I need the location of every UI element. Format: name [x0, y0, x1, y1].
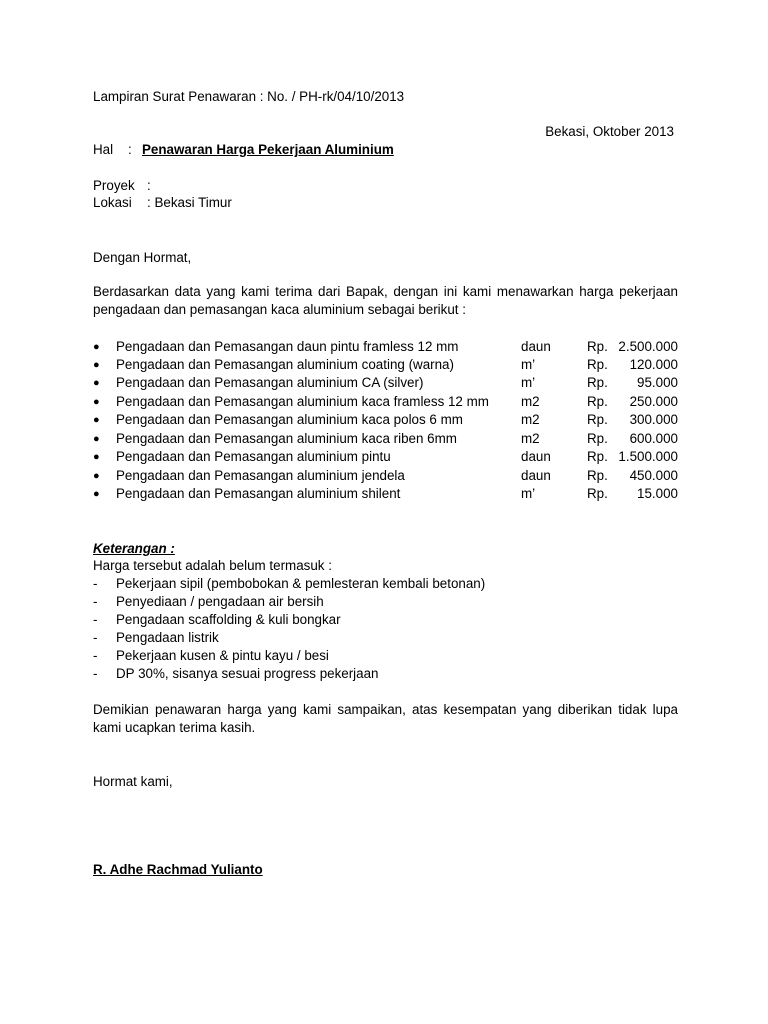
notes-title: Keterangan :: [93, 541, 175, 556]
bullet-icon: ●: [93, 451, 100, 463]
note-text: Penyediaan / pengadaan air bersih: [116, 594, 324, 609]
bullet-icon: ●: [93, 359, 100, 371]
intro-paragraph: Berdasarkan data yang kami terima dari Bapak, dengan ini kami menawarkan harga pekerjaan pengadaan dan pemasangan kaca aluminium sebagai berikut :: [93, 284, 678, 317]
lokasi-value: : Bekasi Timur: [147, 195, 232, 210]
dash-marker: -: [93, 630, 98, 645]
hal-label: Hal: [93, 142, 114, 157]
price-row: [93, 338, 678, 356]
closing-paragraph: Demikian penawaran harga yang kami sampaikan, atas kesempatan yang diberikan tidak lupa kami ucapkan terima kasih.: [93, 702, 678, 735]
proyek-label: Proyek: [93, 178, 135, 193]
item-currency: Rp.: [587, 468, 608, 483]
item-unit: m2: [521, 394, 540, 409]
item-desc: Pengadaan dan Pemasangan aluminium kaca framless 12 mm: [116, 394, 489, 409]
item-currency: Rp.: [587, 449, 608, 464]
item-price: 250.000: [629, 394, 678, 409]
item-unit: m’: [521, 375, 536, 390]
item-price: 1.500.000: [618, 449, 678, 464]
item-unit: daun: [521, 339, 551, 354]
item-currency: Rp.: [587, 357, 608, 372]
item-desc: Pengadaan dan Pemasangan daun pintu framless 12 mm: [116, 339, 459, 354]
list-item: [93, 665, 678, 683]
regards: Hormat kami,: [93, 774, 173, 789]
item-unit: daun: [521, 468, 551, 483]
item-currency: Rp.: [587, 394, 608, 409]
note-text: Pekerjaan sipil (pembobokan & pemlesteran kembali betonan): [116, 576, 486, 591]
dash-marker: -: [93, 648, 98, 663]
price-row: [93, 485, 678, 503]
bullet-icon: ●: [93, 377, 100, 389]
list-item: [93, 647, 678, 665]
price-row: [93, 411, 678, 429]
lampiran-line: Lampiran Surat Penawaran : No. / PH-rk/04/10/2013: [93, 89, 405, 104]
price-row: [93, 467, 678, 485]
item-price: 2.500.000: [618, 339, 678, 354]
item-price: 95.000: [637, 375, 678, 390]
item-price: 15.000: [637, 486, 678, 501]
item-unit: m2: [521, 412, 540, 427]
bullet-icon: ●: [93, 341, 100, 353]
item-currency: Rp.: [587, 431, 608, 446]
item-desc: Pengadaan dan Pemasangan aluminium coating (warna): [116, 357, 454, 372]
proyek-colon: :: [147, 178, 151, 193]
dash-marker: -: [93, 576, 98, 591]
item-unit: m2: [521, 431, 540, 446]
price-row: [93, 356, 678, 374]
item-price: 600.000: [629, 431, 678, 446]
item-desc: Pengadaan dan Pemasangan aluminium kaca polos 6 mm: [116, 412, 463, 427]
bullet-icon: ●: [93, 488, 100, 500]
item-currency: Rp.: [587, 412, 608, 427]
item-price: 300.000: [629, 412, 678, 427]
item-desc: Pengadaan dan Pemasangan aluminium shilent: [116, 486, 401, 501]
lokasi-label: Lokasi: [93, 195, 132, 210]
hal-colon: :: [128, 142, 132, 157]
note-text: Pekerjaan kusen & pintu kayu / besi: [116, 648, 329, 663]
subject-title: Penawaran Harga Pekerjaan Aluminium: [142, 142, 394, 157]
item-currency: Rp.: [587, 486, 608, 501]
item-unit: m’: [521, 357, 536, 372]
dash-marker: -: [93, 666, 98, 681]
note-text: DP 30%, sisanya sesuai progress pekerjaan: [116, 666, 379, 681]
dash-marker: -: [93, 594, 98, 609]
place-date: Bekasi, Oktober 2013: [545, 124, 674, 139]
item-price: 120.000: [629, 357, 678, 372]
item-unit: m’: [521, 486, 536, 501]
signatory-name: R. Adhe Rachmad Yulianto: [93, 862, 263, 877]
bullet-icon: ●: [93, 396, 100, 408]
item-desc: Pengadaan dan Pemasangan aluminium kaca riben 6mm: [116, 431, 457, 446]
greeting: Dengan Hormat,: [93, 250, 192, 265]
list-item: [93, 593, 678, 611]
price-row: [93, 430, 678, 448]
item-price: 450.000: [629, 468, 678, 483]
item-desc: Pengadaan dan Pemasangan aluminium jendela: [116, 468, 405, 483]
notes-subtitle: Harga tersebut adalah belum termasuk :: [93, 558, 332, 573]
price-row: [93, 374, 678, 392]
item-currency: Rp.: [587, 375, 608, 390]
item-desc: Pengadaan dan Pemasangan aluminium pintu: [116, 449, 391, 464]
bullet-icon: ●: [93, 470, 100, 482]
list-item: [93, 575, 678, 593]
price-row: [93, 393, 678, 411]
note-text: Pengadaan scaffolding & kuli bongkar: [116, 612, 341, 627]
item-currency: Rp.: [587, 339, 608, 354]
item-unit: daun: [521, 449, 551, 464]
list-item: [93, 629, 678, 647]
dash-marker: -: [93, 612, 98, 627]
item-desc: Pengadaan dan Pemasangan aluminium CA (silver): [116, 375, 424, 390]
list-item: [93, 611, 678, 629]
price-row: [93, 448, 678, 466]
bullet-icon: ●: [93, 433, 100, 445]
bullet-icon: ●: [93, 414, 100, 426]
note-text: Pengadaan listrik: [116, 630, 219, 645]
